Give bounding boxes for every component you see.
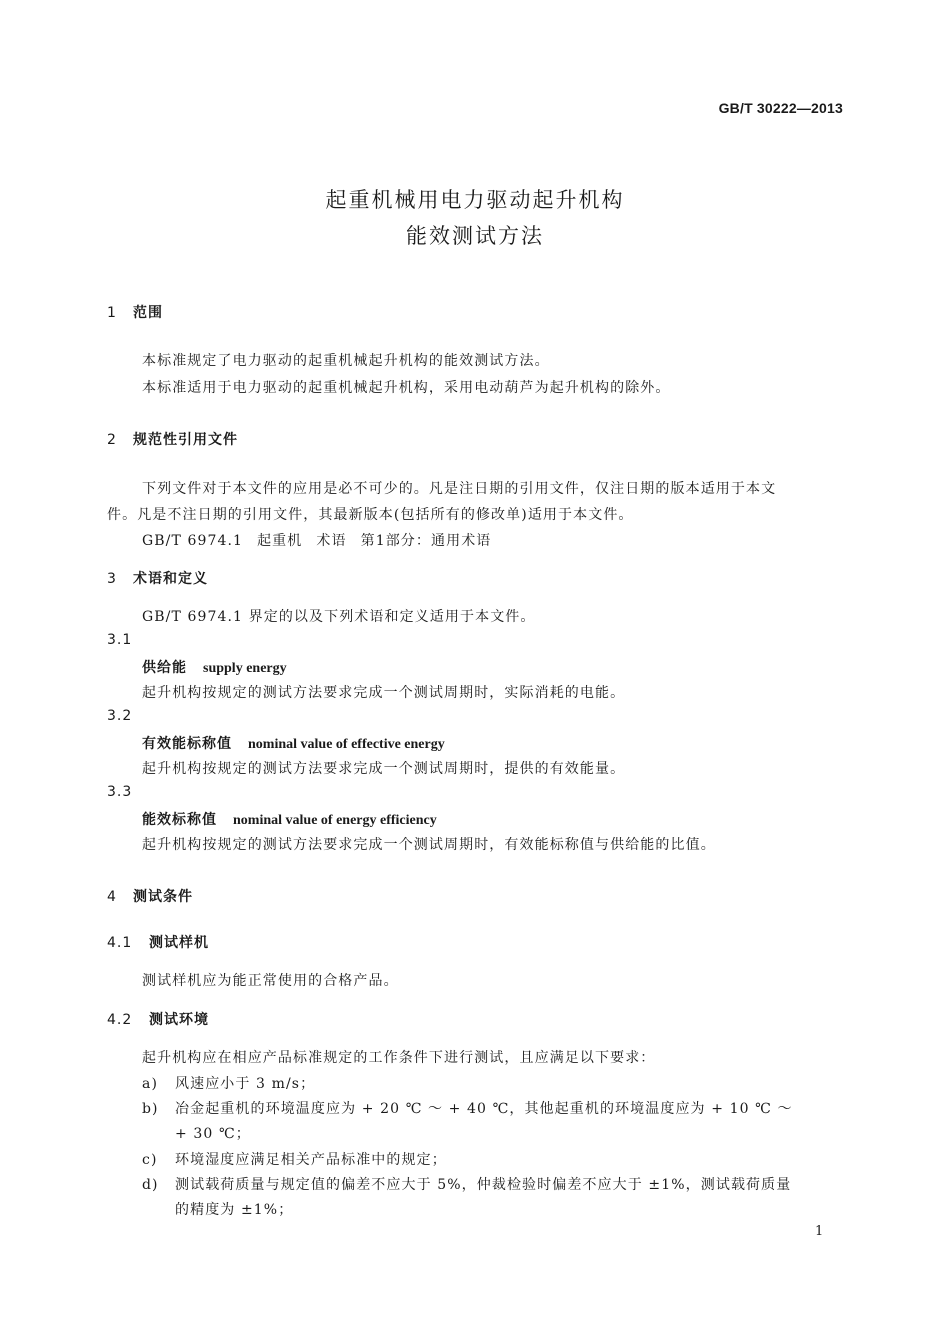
list-marker: c) (142, 1152, 158, 1168)
term-definition: 起升机构按规定的测试方法要求完成一个测试周期时，有效能标称值与供给能的比值。 (142, 837, 716, 853)
section-number: 2 (107, 432, 117, 448)
term-number: 3.2 (107, 708, 133, 724)
document-title-line1: 起重机械用电力驱动起升机构 (325, 188, 625, 212)
section-2-paragraph-line2: 件。凡是不注日期的引用文件，其最新版本(包括所有的修改单)适用于本文件。 (107, 507, 634, 523)
term-en: supply energy (203, 661, 287, 676)
reference-part: 术语 (316, 533, 347, 549)
term-definition: 起升机构按规定的测试方法要求完成一个测试周期时，提供的有效能量。 (142, 761, 626, 777)
subsection-4-1-text: 测试样机应为能正常使用的合格产品。 (142, 973, 399, 989)
list-item (142, 1098, 793, 1118)
section-1-heading (107, 302, 163, 322)
section-title: 范围 (133, 305, 163, 321)
section-3-heading (107, 568, 208, 588)
list-text-continuation: + 30 ℃； (175, 1126, 251, 1142)
list-text: 测试载荷质量与规定值的偏差不应大于 5%，仲裁检验时偏差不应大于 ±1%，测试载荷质量 (175, 1177, 792, 1193)
section-number: 1 (107, 305, 117, 321)
list-text: 风速应小于 3 m/s； (175, 1076, 316, 1092)
subsection-title: 测试环境 (149, 1012, 209, 1028)
list-text: 环境湿度应满足相关产品标准中的规定； (175, 1152, 447, 1168)
page-number: 1 (815, 1224, 824, 1239)
section-2-paragraph-line1: 下列文件对于本文件的应用是必不可少的。凡是注日期的引用文件，仅注日期的版本适用于本文 (142, 481, 777, 497)
section-1-paragraph-2: 本标准适用于电力驱动的起重机械起升机构，采用电动葫芦为起升机构的除外。 (142, 380, 671, 396)
list-text: 冶金起重机的环境温度应为 + 20 ℃ ～ + 40 ℃，其他起重机的环境温度应为 + 10 ℃ ～ (175, 1101, 793, 1117)
section-number: 4 (107, 889, 117, 905)
section-3-intro: GB/T 6974.1 界定的以及下列术语和定义适用于本文件。 (142, 609, 536, 625)
section-title: 术语和定义 (133, 571, 208, 587)
term-zh: 供给能 (142, 660, 187, 676)
term-name (142, 657, 287, 677)
term-number: 3.3 (107, 784, 133, 800)
subsection-number: 4.2 (107, 1012, 133, 1028)
list-item (142, 1149, 447, 1169)
term-en: nominal value of effective energy (248, 737, 445, 752)
section-number: 3 (107, 571, 117, 587)
section-2-heading (107, 429, 238, 449)
subsection-number: 4.1 (107, 935, 133, 951)
term-number: 3.1 (107, 632, 133, 648)
term-name (142, 809, 437, 829)
list-marker: b) (142, 1101, 159, 1117)
subsection-4-2-heading (107, 1009, 209, 1029)
reference-code: GB/T 6974.1 (142, 533, 244, 549)
normative-reference (142, 530, 505, 550)
reference-part: 第1部分：通用术语 (360, 533, 492, 549)
subsection-title: 测试样机 (149, 935, 209, 951)
subsection-4-1-heading (107, 932, 209, 952)
section-1-paragraph-1: 本标准规定了电力驱动的起重机械起升机构的能效测试方法。 (142, 353, 550, 369)
term-en: nominal value of energy efficiency (233, 813, 437, 828)
term-zh: 有效能标称值 (142, 736, 232, 752)
list-item (142, 1073, 315, 1093)
section-title: 测试条件 (133, 889, 193, 905)
reference-part: 起重机 (257, 533, 303, 549)
term-zh: 能效标称值 (142, 812, 217, 828)
list-marker: d) (142, 1177, 159, 1193)
term-name (142, 733, 445, 753)
section-4-heading (107, 886, 193, 906)
list-item (142, 1174, 791, 1194)
standard-number: GB/T 30222—2013 (718, 100, 843, 116)
section-title: 规范性引用文件 (133, 432, 238, 448)
term-definition: 起升机构按规定的测试方法要求完成一个测试周期时，实际消耗的电能。 (142, 685, 626, 701)
subsection-4-2-intro: 起升机构应在相应产品标准规定的工作条件下进行测试，且应满足以下要求： (142, 1050, 656, 1066)
document-title-line2: 能效测试方法 (406, 224, 544, 248)
list-text-continuation: 的精度为 ±1%； (175, 1202, 294, 1218)
list-marker: a) (142, 1076, 159, 1092)
